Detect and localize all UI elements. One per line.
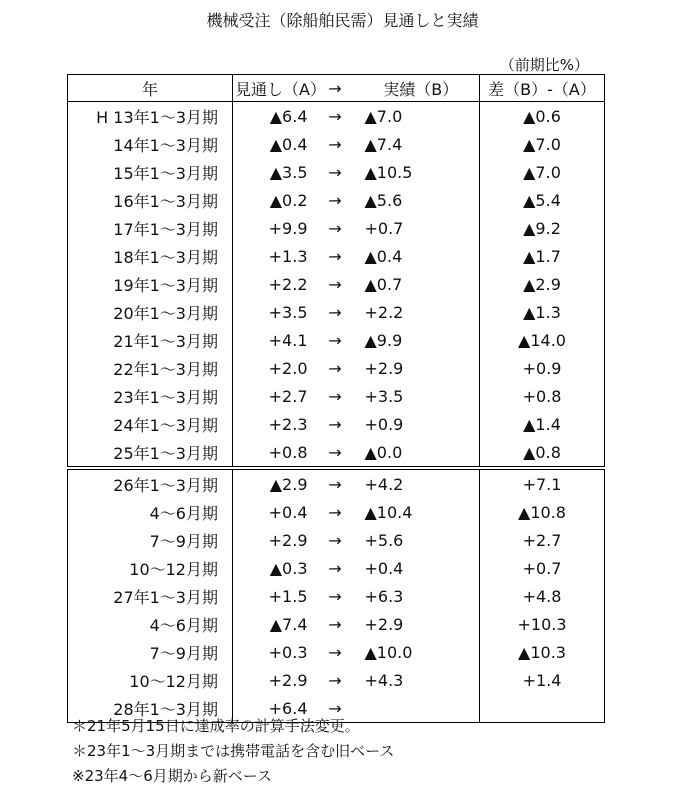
row-period: 25年1～3月期 bbox=[68, 438, 233, 468]
row-arrow: → bbox=[328, 190, 342, 210]
table-row bbox=[68, 468, 605, 498]
row-period: 19年1～3月期 bbox=[68, 270, 233, 298]
row-arrow: → bbox=[328, 558, 342, 578]
row-forecast: ▲6.4 bbox=[269, 106, 308, 126]
row-forecast: +9.9 bbox=[268, 218, 308, 238]
row-forecast: +1.5 bbox=[268, 586, 308, 606]
table-row bbox=[68, 214, 605, 242]
row-arrow: → bbox=[328, 502, 342, 522]
footnote: ＊23年1～3月期までは携帯電話を含む旧ベース bbox=[72, 742, 395, 760]
row-forecast: +0.8 bbox=[268, 442, 308, 462]
row-arrow: → bbox=[308, 468, 363, 498]
row-actual: +4.2 bbox=[363, 468, 480, 498]
row-forecast: +2.9 bbox=[268, 530, 308, 550]
row-forecast: ▲3.5 bbox=[269, 162, 308, 182]
row-period: 26年1～3月期 bbox=[68, 468, 233, 498]
row-period: 17年1～3月期 bbox=[68, 214, 233, 242]
row-forecast: ▲2.9 bbox=[233, 468, 308, 498]
unit-label: （前期比%） bbox=[499, 56, 589, 74]
table-header-row bbox=[68, 75, 605, 102]
row-arrow: → bbox=[328, 274, 342, 294]
table-row bbox=[68, 270, 605, 298]
row-difference: ▲1.4 bbox=[523, 414, 561, 434]
row-forecast: +3.5 bbox=[268, 302, 308, 322]
table-row bbox=[68, 102, 605, 131]
table-row bbox=[68, 186, 605, 214]
row-actual: ▲5.6 bbox=[363, 186, 480, 214]
row-difference: +2.7 bbox=[522, 530, 562, 550]
row-forecast: ▲0.3 bbox=[269, 558, 308, 578]
row-difference: +4.8 bbox=[522, 586, 562, 606]
row-period: 24年1～3月期 bbox=[68, 410, 233, 438]
row-period: 22年1～3月期 bbox=[68, 354, 233, 382]
table-row bbox=[68, 354, 605, 382]
table-row bbox=[68, 554, 605, 582]
row-forecast: +4.1 bbox=[268, 330, 308, 350]
header-difference: 差（B）-（A） bbox=[480, 75, 605, 102]
row-difference: ▲1.7 bbox=[523, 246, 561, 266]
row-period: 10～12月期 bbox=[68, 554, 233, 582]
row-arrow: → bbox=[328, 302, 342, 322]
row-difference: ▲10.3 bbox=[518, 642, 566, 662]
table-row bbox=[68, 382, 605, 410]
row-period: 14年1～3月期 bbox=[68, 130, 233, 158]
row-period: 15年1～3月期 bbox=[68, 158, 233, 186]
row-period: 20年1～3月期 bbox=[68, 298, 233, 326]
row-period: 28年1～3月期 bbox=[68, 694, 233, 723]
header-forecast: 見通し（A） bbox=[233, 75, 308, 102]
row-difference: +10.3 bbox=[517, 614, 567, 634]
header-actual: 実績（B） bbox=[363, 75, 480, 102]
row-actual: +3.5 bbox=[363, 382, 480, 410]
row-forecast: ▲0.2 bbox=[269, 190, 308, 210]
table-row bbox=[68, 438, 605, 468]
row-arrow: → bbox=[328, 614, 342, 634]
footnotes bbox=[72, 714, 394, 789]
row-arrow: → bbox=[328, 330, 342, 350]
row-period: 27年1～3月期 bbox=[68, 582, 233, 610]
table-row bbox=[68, 298, 605, 326]
table-row bbox=[68, 526, 605, 554]
row-actual: ▲7.0 bbox=[363, 102, 480, 131]
row-arrow: → bbox=[328, 586, 342, 606]
table-row bbox=[68, 158, 605, 186]
table-body bbox=[68, 102, 605, 723]
row-arrow: → bbox=[328, 134, 342, 154]
row-difference: ▲0.6 bbox=[523, 106, 561, 126]
row-actual: +0.9 bbox=[363, 410, 480, 438]
row-period: 4～6月期 bbox=[68, 610, 233, 638]
footnote: ＊21年5月15日に達成率の計算手法変更。 bbox=[72, 717, 360, 735]
row-difference: ▲5.4 bbox=[523, 190, 561, 210]
row-actual: +2.2 bbox=[363, 298, 480, 326]
table-row bbox=[68, 582, 605, 610]
row-actual: +5.6 bbox=[363, 526, 480, 554]
row-forecast: +2.3 bbox=[268, 414, 308, 434]
row-actual: +2.9 bbox=[363, 354, 480, 382]
row-period: 16年1～3月期 bbox=[68, 186, 233, 214]
row-arrow: → bbox=[328, 106, 342, 126]
row-forecast: +2.0 bbox=[268, 358, 308, 378]
row-difference: +0.9 bbox=[522, 358, 562, 378]
forecast-actual-table bbox=[67, 74, 605, 723]
row-difference: +0.8 bbox=[522, 386, 562, 406]
row-period: 21年1～3月期 bbox=[68, 326, 233, 354]
row-forecast: +6.4 bbox=[268, 698, 308, 718]
row-forecast: +0.4 bbox=[268, 502, 308, 522]
table-row bbox=[68, 410, 605, 438]
row-arrow: → bbox=[328, 698, 342, 718]
row-difference: +1.4 bbox=[522, 670, 562, 690]
row-period: 18年1～3月期 bbox=[68, 242, 233, 270]
row-arrow: → bbox=[328, 414, 342, 434]
row-period: 7～9月期 bbox=[68, 526, 233, 554]
row-actual: +4.3 bbox=[363, 666, 480, 694]
row-arrow: → bbox=[328, 442, 342, 462]
row-arrow: → bbox=[328, 162, 342, 182]
row-arrow: → bbox=[328, 358, 342, 378]
row-forecast: +2.2 bbox=[268, 274, 308, 294]
row-difference: ▲9.2 bbox=[523, 218, 561, 238]
row-actual: ▲0.7 bbox=[363, 270, 480, 298]
row-period: 7～9月期 bbox=[68, 638, 233, 666]
row-arrow: → bbox=[328, 218, 342, 238]
row-actual: ▲0.0 bbox=[363, 438, 480, 468]
row-forecast: +0.3 bbox=[268, 642, 308, 662]
row-arrow: → bbox=[328, 670, 342, 690]
row-actual: ▲10.4 bbox=[363, 498, 480, 526]
row-actual: ▲7.4 bbox=[363, 130, 480, 158]
row-arrow: → bbox=[328, 246, 342, 266]
row-actual: ▲0.4 bbox=[363, 242, 480, 270]
row-difference: ▲7.0 bbox=[523, 162, 561, 182]
row-actual: ▲10.5 bbox=[363, 158, 480, 186]
table-row bbox=[68, 610, 605, 638]
row-period: 10～12月期 bbox=[68, 666, 233, 694]
row-forecast: ▲7.4 bbox=[269, 614, 308, 634]
row-difference: +7.1 bbox=[480, 468, 605, 498]
row-actual: +0.7 bbox=[363, 214, 480, 242]
row-actual: +6.3 bbox=[363, 582, 480, 610]
row-difference: ▲1.3 bbox=[523, 302, 561, 322]
row-period: 23年1～3月期 bbox=[68, 382, 233, 410]
row-difference: +0.7 bbox=[522, 558, 562, 578]
row-period: H 13年1～3月期 bbox=[68, 102, 233, 131]
row-actual: ▲10.0 bbox=[363, 638, 480, 666]
row-actual: ▲9.9 bbox=[363, 326, 480, 354]
table-row bbox=[68, 242, 605, 270]
row-difference: ▲10.8 bbox=[518, 502, 566, 522]
row-period: 4～6月期 bbox=[68, 498, 233, 526]
row-difference: ▲14.0 bbox=[518, 330, 566, 350]
table-row bbox=[68, 498, 605, 526]
table-row bbox=[68, 638, 605, 666]
row-difference bbox=[480, 694, 605, 723]
row-actual: +2.9 bbox=[363, 610, 480, 638]
row-forecast: +2.9 bbox=[268, 670, 308, 690]
header-arrow: → bbox=[308, 75, 363, 102]
row-arrow: → bbox=[328, 386, 342, 406]
table-row bbox=[68, 130, 605, 158]
page-title: 機械受注（除船舶民需）見通しと実績 bbox=[206, 11, 479, 30]
row-difference: ▲2.9 bbox=[523, 274, 561, 294]
row-arrow: → bbox=[328, 530, 342, 550]
header-year: 年 bbox=[68, 75, 233, 102]
row-forecast: +2.7 bbox=[268, 386, 308, 406]
footnote: ※23年4～6月期から新ベース bbox=[72, 767, 272, 785]
row-forecast: +1.3 bbox=[268, 246, 308, 266]
table-row bbox=[68, 326, 605, 354]
row-difference: ▲7.0 bbox=[523, 134, 561, 154]
table-row bbox=[68, 666, 605, 694]
row-difference: ▲0.8 bbox=[523, 442, 561, 462]
row-actual: +0.4 bbox=[363, 554, 480, 582]
row-arrow: → bbox=[328, 642, 342, 662]
row-forecast: ▲0.4 bbox=[269, 134, 308, 154]
